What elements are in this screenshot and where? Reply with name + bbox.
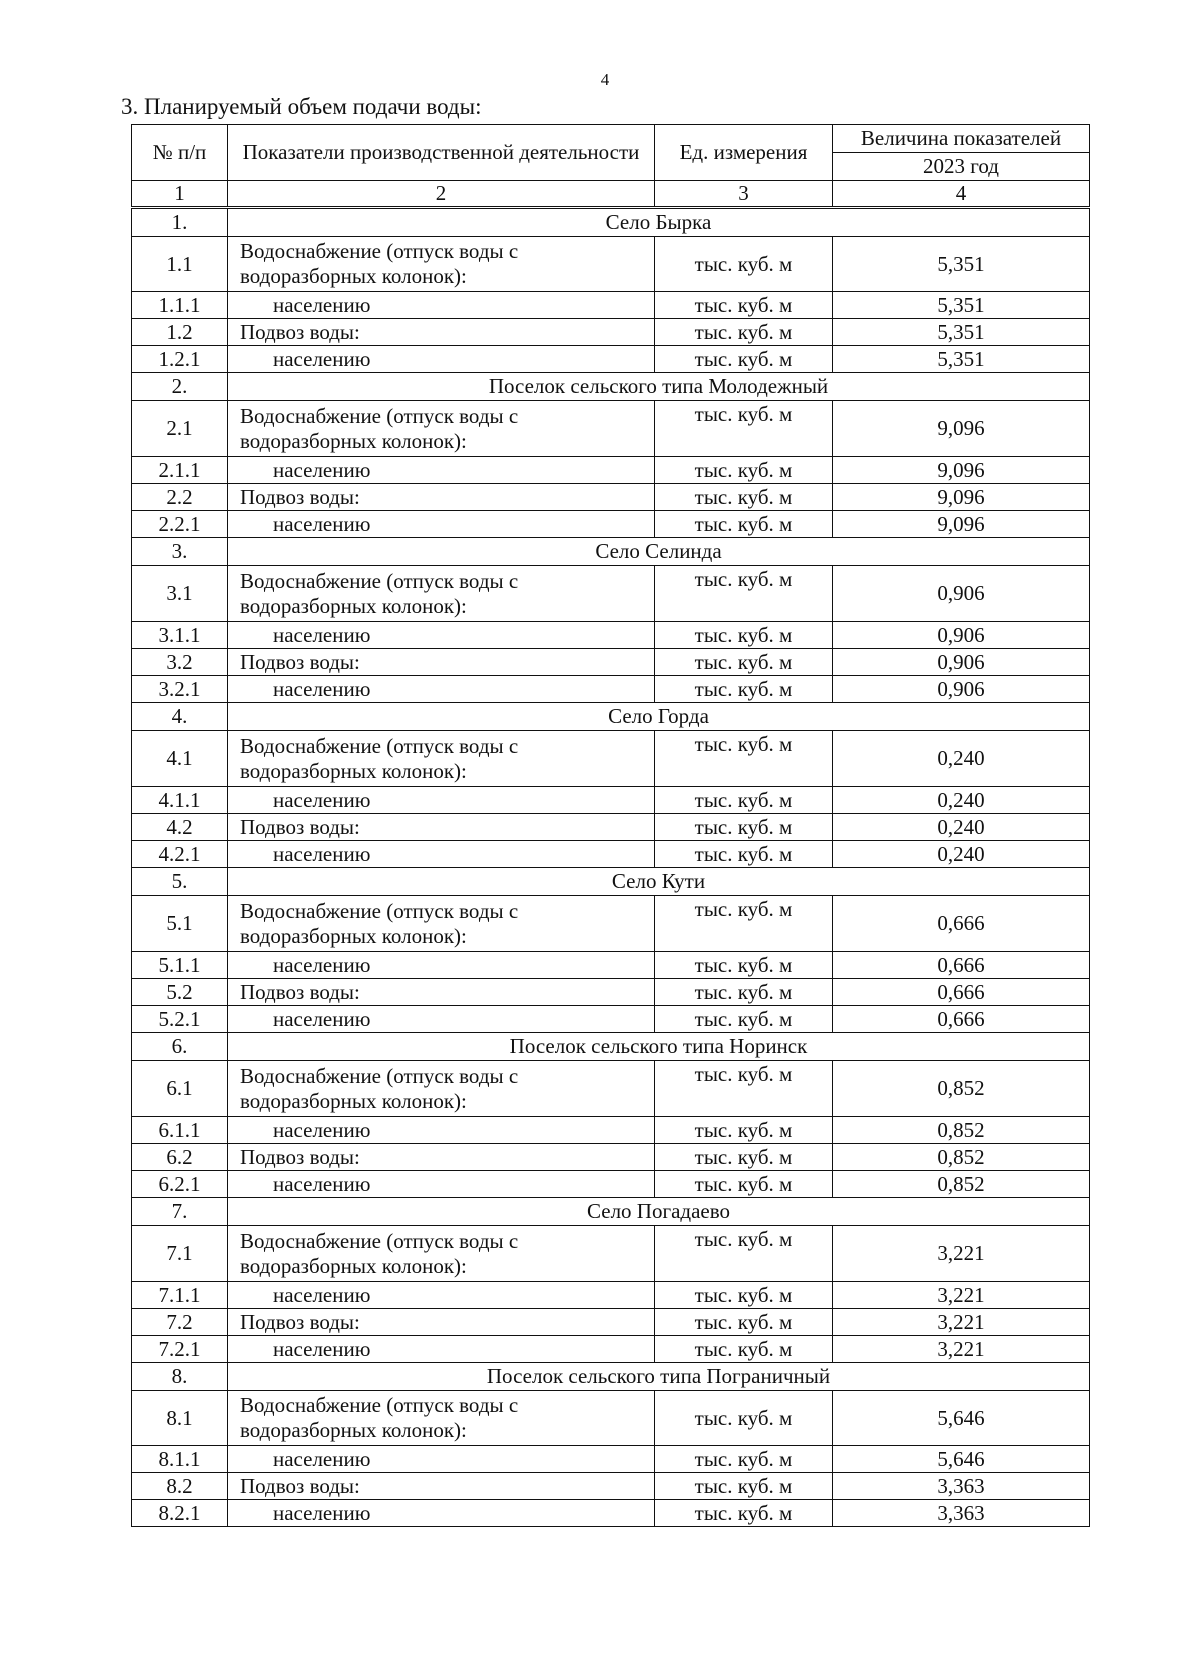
row-indicator: Подвоз воды: bbox=[228, 649, 655, 676]
row-indicator: Водоснабжение (отпуск воды с водоразборных колонок): bbox=[228, 1226, 655, 1282]
row-value: 0,852 bbox=[833, 1144, 1090, 1171]
row-value: 3,221 bbox=[833, 1226, 1090, 1282]
row-value: 0,240 bbox=[833, 841, 1090, 868]
table-row bbox=[132, 814, 1090, 841]
table-row bbox=[132, 1391, 1090, 1446]
row-value: 0,852 bbox=[833, 1117, 1090, 1144]
section-number: 7. bbox=[132, 1198, 228, 1226]
row-value: 5,351 bbox=[833, 319, 1090, 346]
table-row bbox=[132, 1226, 1090, 1282]
row-indicator: населению bbox=[228, 787, 655, 814]
row-indicator: Подвоз воды: bbox=[228, 319, 655, 346]
row-number: 2.1 bbox=[132, 401, 228, 457]
row-value: 0,852 bbox=[833, 1171, 1090, 1198]
row-indicator: Подвоз воды: bbox=[228, 484, 655, 511]
row-number: 8.2.1 bbox=[132, 1500, 228, 1527]
row-value: 5,646 bbox=[833, 1391, 1090, 1446]
row-unit: тыс. куб. м bbox=[655, 1061, 833, 1117]
row-unit: тыс. куб. м bbox=[655, 896, 833, 952]
row-value: 3,363 bbox=[833, 1473, 1090, 1500]
row-number: 1.1 bbox=[132, 237, 228, 292]
row-number: 3.2.1 bbox=[132, 676, 228, 703]
row-indicator: населению bbox=[228, 952, 655, 979]
row-number: 8.1.1 bbox=[132, 1446, 228, 1473]
table-row bbox=[132, 1309, 1090, 1336]
table-row bbox=[132, 622, 1090, 649]
section-row bbox=[132, 373, 1090, 401]
row-number: 4.2 bbox=[132, 814, 228, 841]
section-title: Село Селинда bbox=[228, 538, 1090, 566]
table-row bbox=[132, 566, 1090, 622]
row-number: 8.2 bbox=[132, 1473, 228, 1500]
row-value: 0,666 bbox=[833, 979, 1090, 1006]
row-number: 3.1 bbox=[132, 566, 228, 622]
row-indicator: Подвоз воды: bbox=[228, 1309, 655, 1336]
section-row bbox=[132, 1363, 1090, 1391]
section-row bbox=[132, 208, 1090, 237]
row-unit: тыс. куб. м bbox=[655, 1006, 833, 1033]
page-number: 4 bbox=[600, 70, 610, 89]
row-number: 3.1.1 bbox=[132, 622, 228, 649]
row-value: 0,906 bbox=[833, 622, 1090, 649]
table-header bbox=[132, 125, 1090, 208]
row-indicator: Подвоз воды: bbox=[228, 979, 655, 1006]
section-number: 3. bbox=[132, 538, 228, 566]
section-title: Поселок сельского типа Норинск bbox=[228, 1033, 1090, 1061]
section-title: Поселок сельского типа Пограничный bbox=[228, 1363, 1090, 1391]
table-row bbox=[132, 979, 1090, 1006]
row-value: 0,666 bbox=[833, 952, 1090, 979]
row-indicator: Водоснабжение (отпуск воды с водоразборных колонок): bbox=[228, 1061, 655, 1117]
row-number: 5.2 bbox=[132, 979, 228, 1006]
row-indicator: населению bbox=[228, 1500, 655, 1527]
row-indicator: населению bbox=[228, 1171, 655, 1198]
row-value: 0,906 bbox=[833, 676, 1090, 703]
row-indicator: Водоснабжение (отпуск воды с водоразборных колонок): bbox=[228, 1391, 655, 1446]
row-value: 9,096 bbox=[833, 457, 1090, 484]
table-row bbox=[132, 676, 1090, 703]
row-indicator: Подвоз воды: bbox=[228, 1144, 655, 1171]
row-indicator: населению bbox=[228, 1117, 655, 1144]
table-body bbox=[132, 208, 1090, 1527]
row-unit: тыс. куб. м bbox=[655, 1446, 833, 1473]
row-unit: тыс. куб. м bbox=[655, 1171, 833, 1198]
row-indicator: населению bbox=[228, 511, 655, 538]
water-supply-table-wrapper bbox=[131, 124, 1090, 1527]
row-unit: тыс. куб. м bbox=[655, 237, 833, 292]
header-unit: Ед. измерения bbox=[655, 125, 833, 181]
row-unit: тыс. куб. м bbox=[655, 1282, 833, 1309]
row-value: 3,221 bbox=[833, 1309, 1090, 1336]
column-number: 3 bbox=[655, 181, 833, 208]
row-indicator: Водоснабжение (отпуск воды с водоразборных колонок): bbox=[228, 896, 655, 952]
row-unit: тыс. куб. м bbox=[655, 1500, 833, 1527]
row-value: 9,096 bbox=[833, 511, 1090, 538]
row-value: 0,240 bbox=[833, 814, 1090, 841]
row-unit: тыс. куб. м bbox=[655, 484, 833, 511]
row-value: 3,221 bbox=[833, 1336, 1090, 1363]
row-number: 7.2 bbox=[132, 1309, 228, 1336]
table-row bbox=[132, 1171, 1090, 1198]
row-value: 9,096 bbox=[833, 484, 1090, 511]
row-number: 4.2.1 bbox=[132, 841, 228, 868]
table-row bbox=[132, 319, 1090, 346]
row-unit: тыс. куб. м bbox=[655, 566, 833, 622]
row-indicator: населению bbox=[228, 1282, 655, 1309]
table-row bbox=[132, 1500, 1090, 1527]
row-indicator: населению bbox=[228, 1006, 655, 1033]
row-value: 0,906 bbox=[833, 566, 1090, 622]
row-indicator: населению bbox=[228, 292, 655, 319]
section-row bbox=[132, 1033, 1090, 1061]
row-number: 1.1.1 bbox=[132, 292, 228, 319]
row-indicator: населению bbox=[228, 1336, 655, 1363]
row-unit: тыс. куб. м bbox=[655, 1336, 833, 1363]
row-number: 6.2.1 bbox=[132, 1171, 228, 1198]
row-value: 0,240 bbox=[833, 787, 1090, 814]
row-value: 0,666 bbox=[833, 1006, 1090, 1033]
row-unit: тыс. куб. м bbox=[655, 292, 833, 319]
section-number: 5. bbox=[132, 868, 228, 896]
row-indicator: населению bbox=[228, 841, 655, 868]
section-title: Село Бырка bbox=[228, 208, 1090, 237]
row-indicator: населению bbox=[228, 346, 655, 373]
table-row bbox=[132, 1473, 1090, 1500]
row-unit: тыс. куб. м bbox=[655, 649, 833, 676]
header-num: № п/п bbox=[132, 125, 228, 181]
table-row bbox=[132, 1336, 1090, 1363]
table-row bbox=[132, 511, 1090, 538]
row-indicator: Водоснабжение (отпуск воды с водоразборных колонок): bbox=[228, 566, 655, 622]
table-row bbox=[132, 401, 1090, 457]
row-indicator: населению bbox=[228, 1446, 655, 1473]
section-row bbox=[132, 538, 1090, 566]
row-unit: тыс. куб. м bbox=[655, 1226, 833, 1282]
row-number: 4.1.1 bbox=[132, 787, 228, 814]
row-indicator: Подвоз воды: bbox=[228, 1473, 655, 1500]
header-value-group: Величина показателей bbox=[833, 125, 1090, 153]
column-number: 4 bbox=[833, 181, 1090, 208]
row-indicator: населению bbox=[228, 622, 655, 649]
row-indicator: Подвоз воды: bbox=[228, 814, 655, 841]
section-number: 2. bbox=[132, 373, 228, 401]
row-unit: тыс. куб. м bbox=[655, 1309, 833, 1336]
row-unit: тыс. куб. м bbox=[655, 457, 833, 484]
row-number: 7.1.1 bbox=[132, 1282, 228, 1309]
table-row bbox=[132, 952, 1090, 979]
row-unit: тыс. куб. м bbox=[655, 319, 833, 346]
row-unit: тыс. куб. м bbox=[655, 676, 833, 703]
row-number: 6.1 bbox=[132, 1061, 228, 1117]
row-indicator: населению bbox=[228, 676, 655, 703]
water-supply-table bbox=[131, 124, 1090, 1527]
section-title: Село Кути bbox=[228, 868, 1090, 896]
row-value: 5,351 bbox=[833, 292, 1090, 319]
row-number: 7.2.1 bbox=[132, 1336, 228, 1363]
row-number: 7.1 bbox=[132, 1226, 228, 1282]
row-number: 4.1 bbox=[132, 731, 228, 787]
header-indicator: Показатели производственной деятельности bbox=[228, 125, 655, 181]
row-indicator: населению bbox=[228, 457, 655, 484]
header-year: 2023 год bbox=[833, 153, 1090, 181]
section-row bbox=[132, 703, 1090, 731]
row-number: 2.1.1 bbox=[132, 457, 228, 484]
section-title: Село Горда bbox=[228, 703, 1090, 731]
table-row bbox=[132, 1061, 1090, 1117]
row-value: 5,351 bbox=[833, 346, 1090, 373]
section-row bbox=[132, 1198, 1090, 1226]
table-row bbox=[132, 237, 1090, 292]
column-number: 1 bbox=[132, 181, 228, 208]
row-unit: тыс. куб. м bbox=[655, 731, 833, 787]
table-row bbox=[132, 1144, 1090, 1171]
row-unit: тыс. куб. м bbox=[655, 511, 833, 538]
row-unit: тыс. куб. м bbox=[655, 787, 833, 814]
row-unit: тыс. куб. м bbox=[655, 841, 833, 868]
table-row bbox=[132, 484, 1090, 511]
section-number: 6. bbox=[132, 1033, 228, 1061]
table-row bbox=[132, 731, 1090, 787]
table-row bbox=[132, 1282, 1090, 1309]
table-row bbox=[132, 649, 1090, 676]
section-number: 4. bbox=[132, 703, 228, 731]
section-number: 1. bbox=[132, 208, 228, 237]
row-value: 0,906 bbox=[833, 649, 1090, 676]
row-number: 5.2.1 bbox=[132, 1006, 228, 1033]
row-number: 3.2 bbox=[132, 649, 228, 676]
table-row bbox=[132, 1446, 1090, 1473]
table-row bbox=[132, 1006, 1090, 1033]
row-unit: тыс. куб. м bbox=[655, 1144, 833, 1171]
table-row bbox=[132, 787, 1090, 814]
row-unit: тыс. куб. м bbox=[655, 952, 833, 979]
row-value: 0,240 bbox=[833, 731, 1090, 787]
row-unit: тыс. куб. м bbox=[655, 814, 833, 841]
row-value: 0,666 bbox=[833, 896, 1090, 952]
row-indicator: Водоснабжение (отпуск воды с водоразборных колонок): bbox=[228, 401, 655, 457]
row-unit: тыс. куб. м bbox=[655, 622, 833, 649]
table-row bbox=[132, 292, 1090, 319]
row-number: 2.2.1 bbox=[132, 511, 228, 538]
row-unit: тыс. куб. м bbox=[655, 1473, 833, 1500]
row-number: 6.2 bbox=[132, 1144, 228, 1171]
table-row bbox=[132, 1117, 1090, 1144]
row-unit: тыс. куб. м bbox=[655, 1391, 833, 1446]
row-unit: тыс. куб. м bbox=[655, 401, 833, 457]
row-value: 0,852 bbox=[833, 1061, 1090, 1117]
section-row bbox=[132, 868, 1090, 896]
table-row bbox=[132, 841, 1090, 868]
section-number: 8. bbox=[132, 1363, 228, 1391]
row-value: 5,646 bbox=[833, 1446, 1090, 1473]
section-heading: 3. Планируемый объем подачи воды: bbox=[121, 94, 482, 119]
column-number: 2 bbox=[228, 181, 655, 208]
row-number: 5.1 bbox=[132, 896, 228, 952]
row-number: 6.1.1 bbox=[132, 1117, 228, 1144]
row-indicator: Водоснабжение (отпуск воды с водоразборных колонок): bbox=[228, 731, 655, 787]
row-value: 5,351 bbox=[833, 237, 1090, 292]
row-number: 1.2.1 bbox=[132, 346, 228, 373]
row-number: 8.1 bbox=[132, 1391, 228, 1446]
column-numbers-row bbox=[132, 181, 1090, 208]
section-title: Поселок сельского типа Молодежный bbox=[228, 373, 1090, 401]
row-number: 2.2 bbox=[132, 484, 228, 511]
row-value: 3,221 bbox=[833, 1282, 1090, 1309]
table-row bbox=[132, 346, 1090, 373]
row-number: 1.2 bbox=[132, 319, 228, 346]
table-row bbox=[132, 896, 1090, 952]
section-title: Село Погадаево bbox=[228, 1198, 1090, 1226]
row-unit: тыс. куб. м bbox=[655, 346, 833, 373]
row-unit: тыс. куб. м bbox=[655, 1117, 833, 1144]
row-unit: тыс. куб. м bbox=[655, 979, 833, 1006]
table-row bbox=[132, 457, 1090, 484]
row-value: 3,363 bbox=[833, 1500, 1090, 1527]
row-number: 5.1.1 bbox=[132, 952, 228, 979]
row-value: 9,096 bbox=[833, 401, 1090, 457]
row-indicator: Водоснабжение (отпуск воды с водоразборных колонок): bbox=[228, 237, 655, 292]
